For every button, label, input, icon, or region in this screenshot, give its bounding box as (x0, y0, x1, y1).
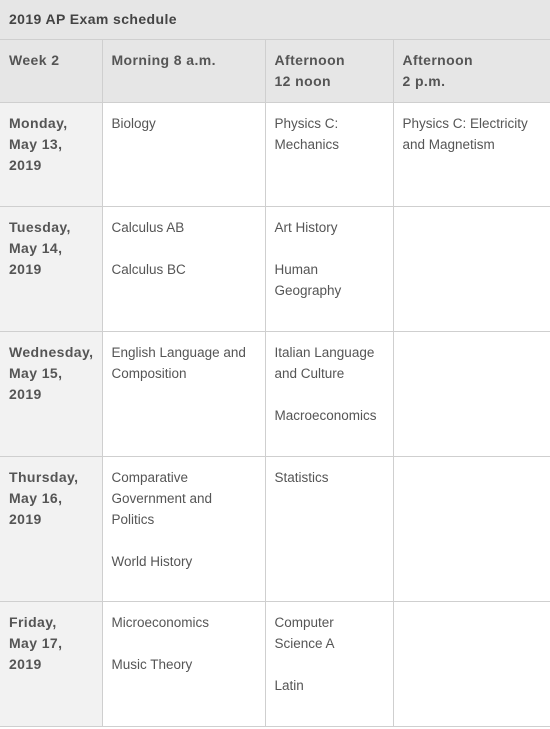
morning-cell: Microeconomics Music Theory (102, 601, 265, 726)
pm-cell: Physics C: Electricity and Magnetism (393, 102, 550, 206)
schedule-table (0, 40, 550, 727)
table-caption: 2019 AP Exam schedule (0, 0, 550, 40)
noon-cell: Statistics (265, 456, 393, 601)
pm-cell (393, 331, 550, 456)
header-week: Week 2 (0, 40, 102, 102)
morning-cell: Comparative Government and Politics World History (102, 456, 265, 601)
table-row (0, 456, 550, 601)
day-cell: Monday, May 13, 2019 (0, 102, 102, 206)
pm-cell (393, 206, 550, 331)
header-row (0, 40, 550, 102)
morning-cell: Biology (102, 102, 265, 206)
morning-cell: Calculus AB Calculus BC (102, 206, 265, 331)
header-afternoon-noon: Afternoon 12 noon (265, 40, 393, 102)
header-morning: Morning 8 a.m. (102, 40, 265, 102)
day-cell: Thursday, May 16, 2019 (0, 456, 102, 601)
header-afternoon-2pm: Afternoon 2 p.m. (393, 40, 550, 102)
pm-cell (393, 601, 550, 726)
noon-cell: Physics C: Mechanics (265, 102, 393, 206)
day-cell: Tuesday, May 14, 2019 (0, 206, 102, 331)
pm-cell (393, 456, 550, 601)
table-row (0, 102, 550, 206)
day-cell: Friday, May 17, 2019 (0, 601, 102, 726)
day-cell: Wednesday, May 15, 2019 (0, 331, 102, 456)
noon-cell: Italian Language and Culture Macroeconomics (265, 331, 393, 456)
table-row (0, 601, 550, 726)
noon-cell: Art History Human Geography (265, 206, 393, 331)
morning-cell: English Language and Composition (102, 331, 265, 456)
table-row (0, 206, 550, 331)
noon-cell: Computer Science A Latin (265, 601, 393, 726)
table-row (0, 331, 550, 456)
